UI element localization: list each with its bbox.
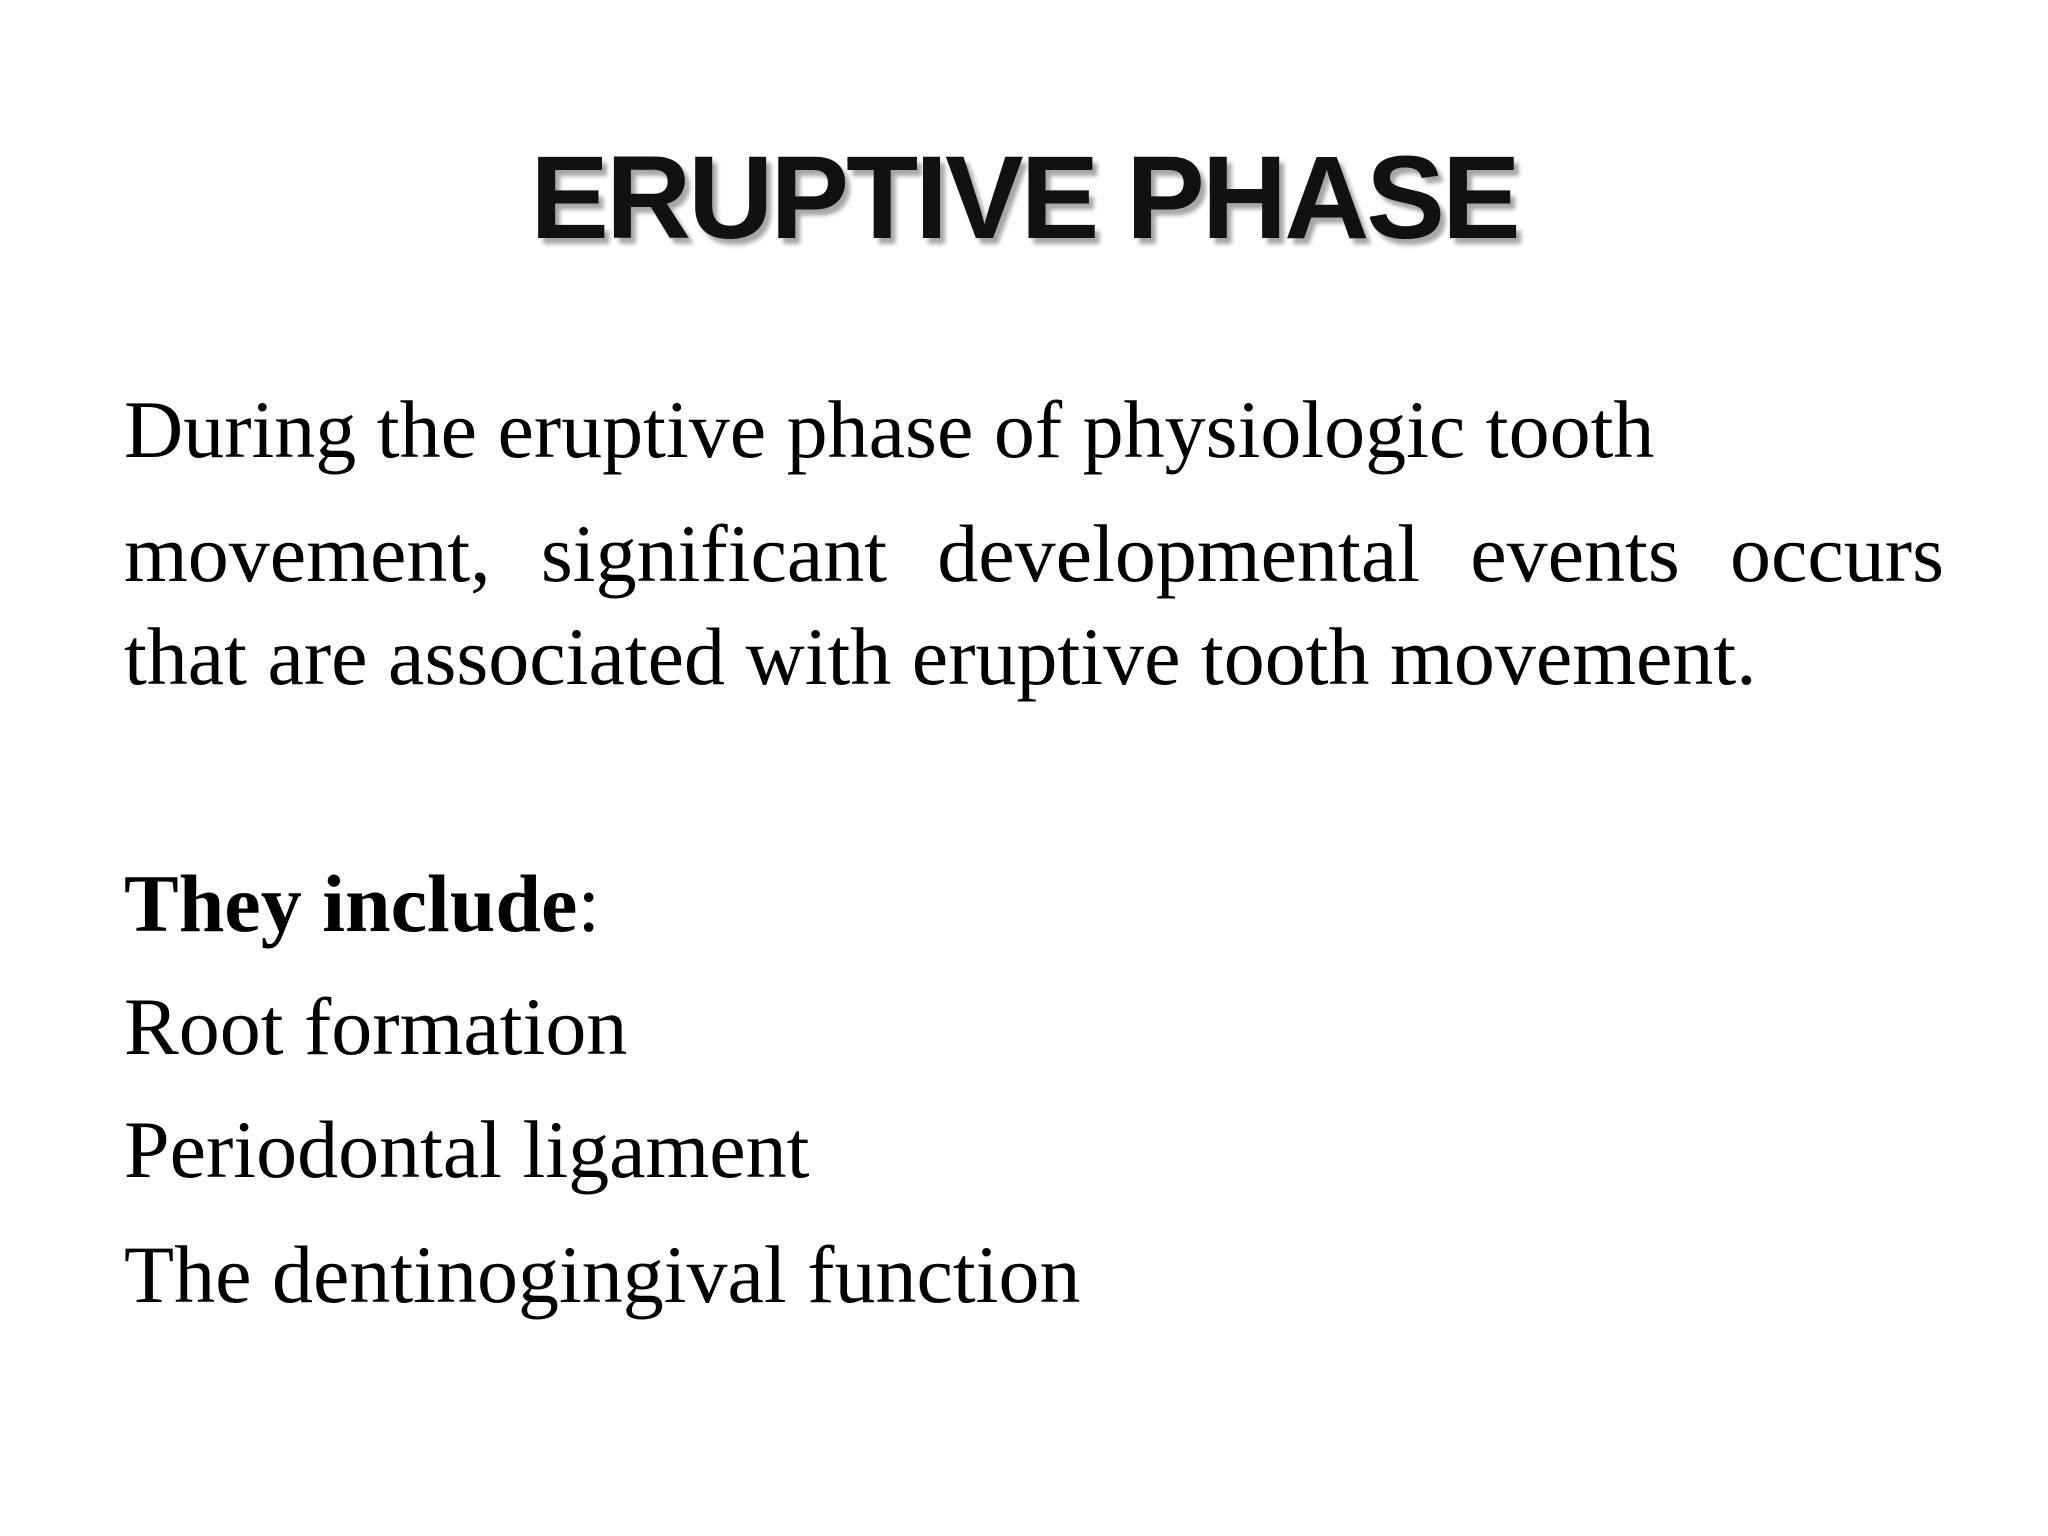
list-item-root-formation: Root formation xyxy=(124,981,628,1072)
list-heading-colon: : xyxy=(577,858,601,949)
paragraph-line-2: movement, significant developmental events occurs xyxy=(124,508,1944,599)
paragraph-line-1: During the eruptive phase of physiologic tooth xyxy=(124,384,1655,475)
list-item-dentinogingival-function: The dentinogingival function xyxy=(124,1229,1081,1320)
slide-title: ERUPTIVE PHASE xyxy=(530,132,1518,264)
paragraph-line-3: that are associated with eruptive tooth movement. xyxy=(124,611,1757,702)
list-heading-bold: They include xyxy=(124,858,578,949)
list-item-periodontal-ligament: Periodontal ligament xyxy=(124,1104,810,1195)
list-heading xyxy=(124,857,600,951)
